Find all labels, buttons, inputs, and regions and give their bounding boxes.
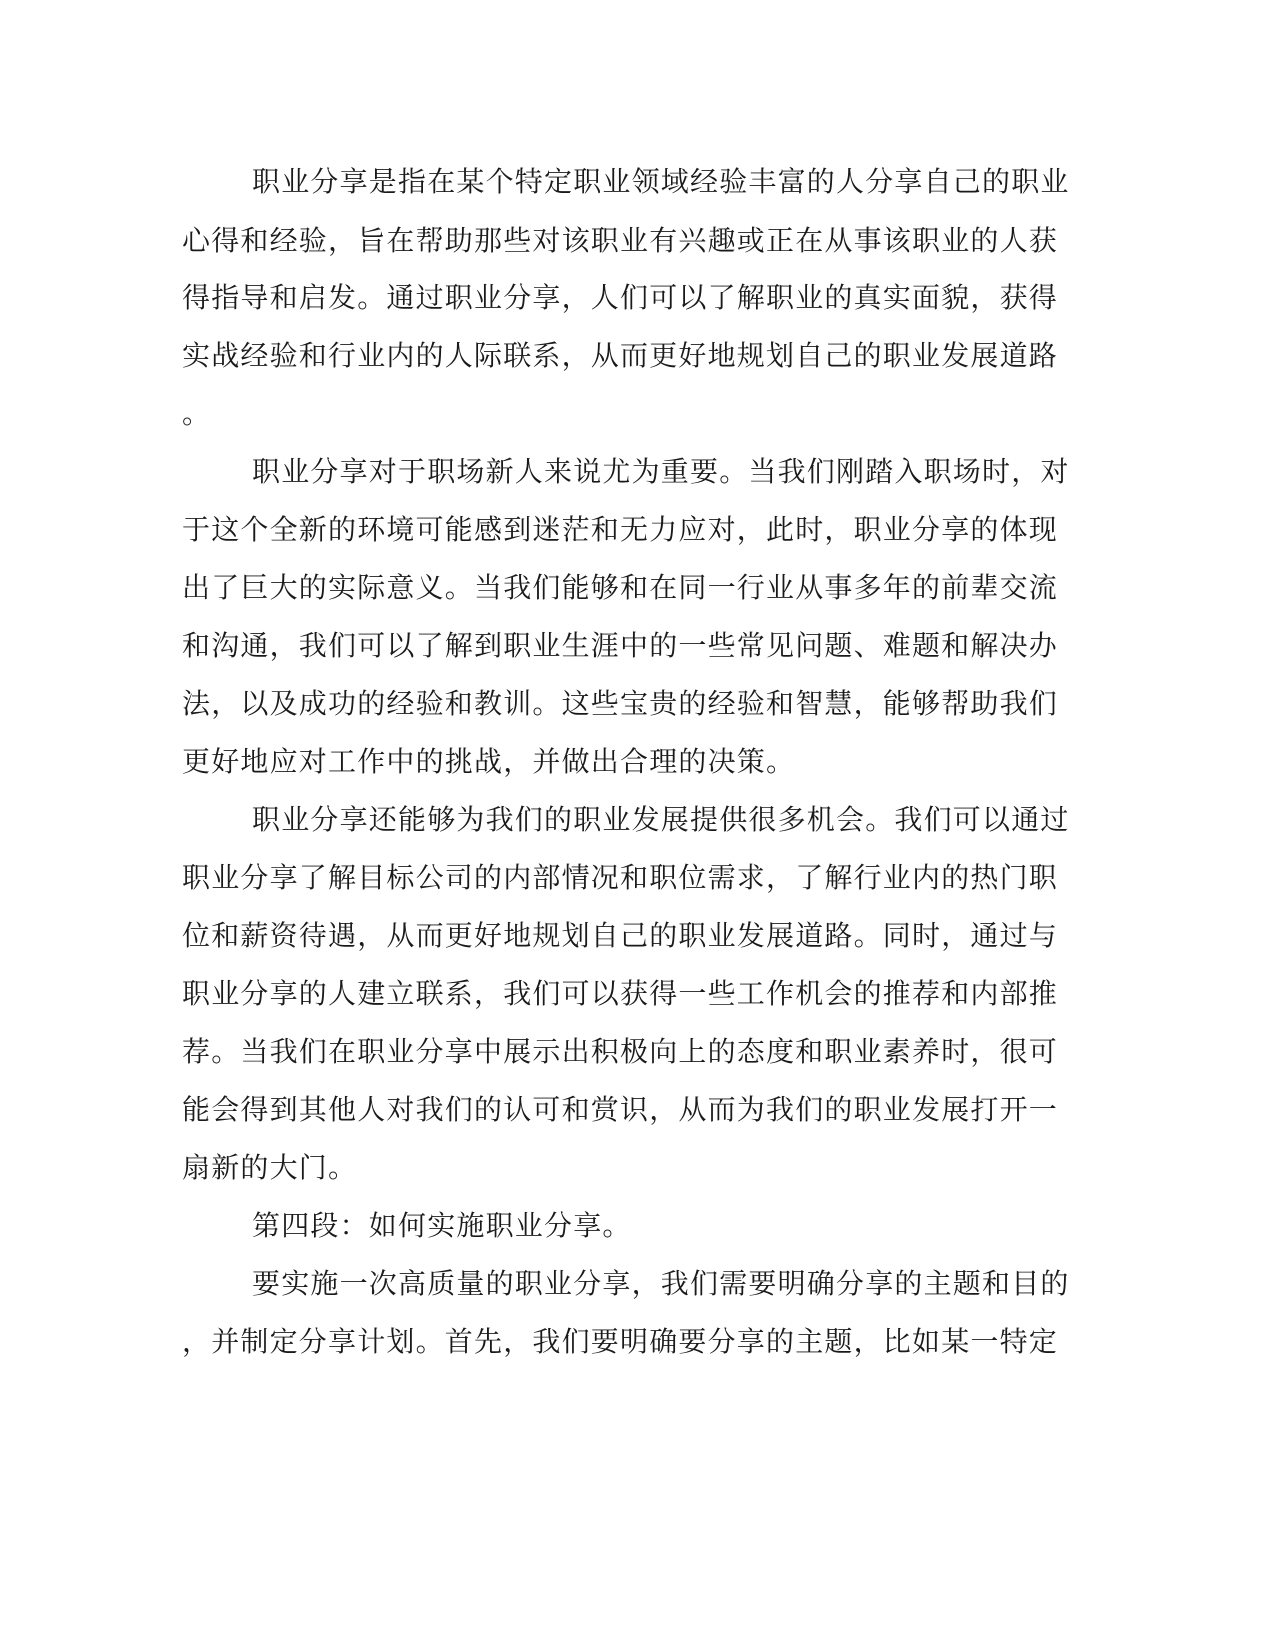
paragraph-3-line-2: 职业分享了解目标公司的内部情况和职位需求，了解行业内的热门职 bbox=[182, 861, 1059, 894]
paragraph-2-line-3: 出了巨大的实际意义。当我们能够和在同一行业从事多年的前辈交流 bbox=[182, 571, 1059, 604]
paragraph-1-line-3: 得指导和启发。通过职业分享，人们可以了解职业的真实面貌，获得 bbox=[182, 281, 1059, 314]
paragraph-3-line-6: 能会得到其他人对我们的认可和赏识，从而为我们的职业发展打开一 bbox=[182, 1093, 1059, 1126]
paragraph-1-line-4: 实战经验和行业内的人际联系，从而更好地规划自己的职业发展道路 bbox=[182, 339, 1059, 372]
paragraph-2-line-6: 更好地应对工作中的挑战，并做出合理的决策。 bbox=[182, 745, 796, 778]
paragraph-2-line-1: 职业分享对于职场新人来说尤为重要。当我们刚踏入职场时，对 bbox=[252, 455, 1070, 488]
paragraph-3-line-7: 扇新的大门。 bbox=[182, 1151, 358, 1184]
paragraph-1-line-2: 心得和经验，旨在帮助那些对该职业有兴趣或正在从事该职业的人获 bbox=[182, 224, 1059, 257]
paragraph-4-line-2: ，并制定分享计划。首先，我们要明确要分享的主题，比如某一特定 bbox=[182, 1325, 1059, 1358]
paragraph-1-line-5: 。 bbox=[182, 397, 212, 430]
paragraph-3-line-4: 职业分享的人建立联系，我们可以获得一些工作机会的推荐和内部推 bbox=[182, 977, 1059, 1010]
paragraph-2-line-5: 法，以及成功的经验和教训。这些宝贵的经验和智慧，能够帮助我们 bbox=[182, 687, 1059, 720]
paragraph-3-line-1: 职业分享还能够为我们的职业发展提供很多机会。我们可以通过 bbox=[252, 803, 1070, 836]
paragraph-3-line-3: 位和薪资待遇，从而更好地规划自己的职业发展道路。同时，通过与 bbox=[182, 919, 1059, 952]
paragraph-4-line-1: 要实施一次高质量的职业分享，我们需要明确分享的主题和目的 bbox=[252, 1267, 1070, 1300]
section-heading: 第四段：如何实施职业分享。 bbox=[252, 1209, 632, 1242]
paragraph-2-line-4: 和沟通，我们可以了解到职业生涯中的一些常见问题、难题和解决办 bbox=[182, 629, 1059, 662]
paragraph-3-line-5: 荐。当我们在职业分享中展示出积极向上的态度和职业素养时，很可 bbox=[182, 1035, 1059, 1068]
paragraph-1-line-1: 职业分享是指在某个特定职业领域经验丰富的人分享自己的职业 bbox=[252, 165, 1070, 198]
paragraph-2-line-2: 于这个全新的环境可能感到迷茫和无力应对，此时，职业分享的体现 bbox=[182, 513, 1059, 546]
